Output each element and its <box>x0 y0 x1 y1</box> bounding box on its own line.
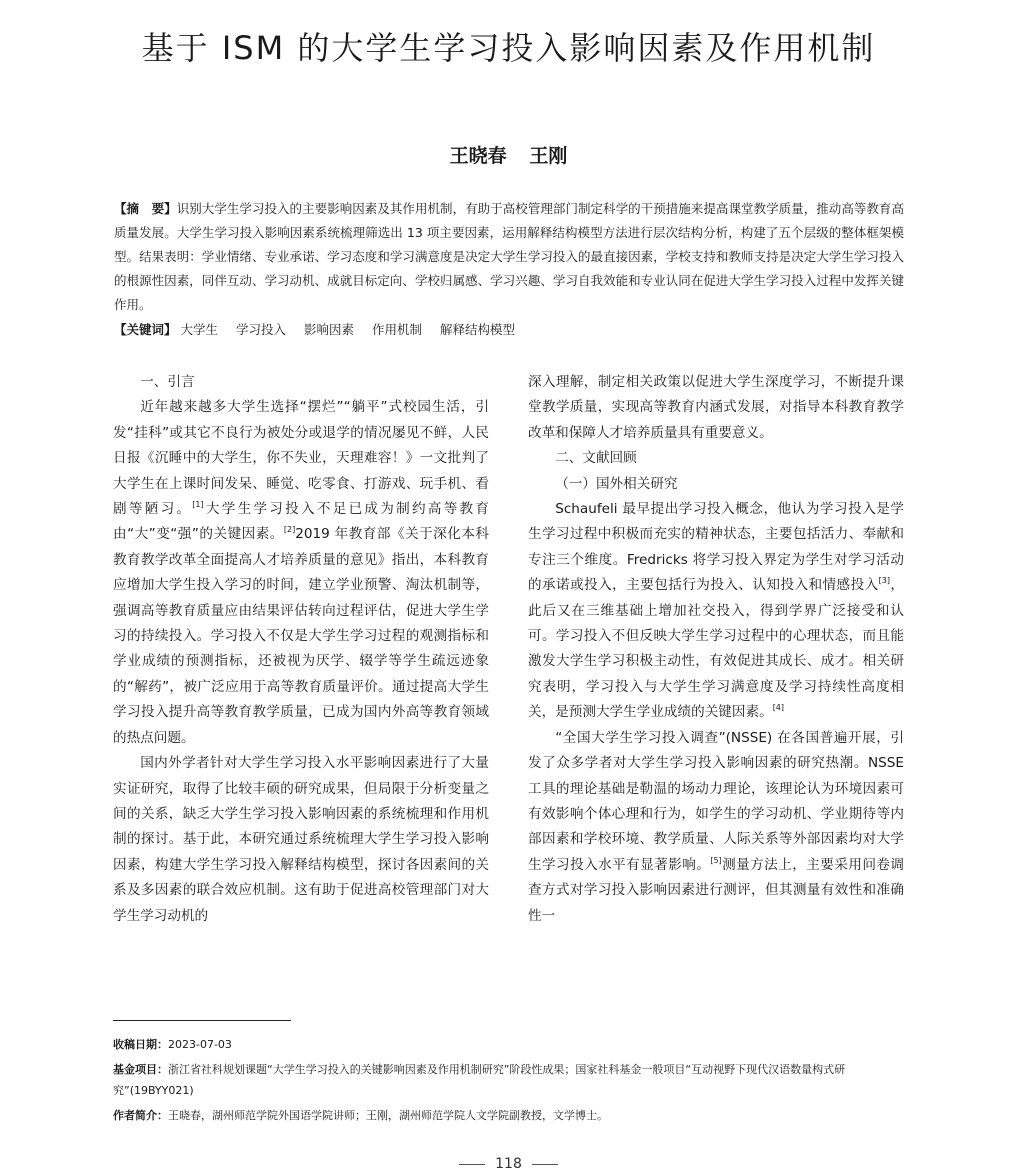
abstract-label: 【摘 要】 <box>114 201 177 216</box>
text-run: “全国大学生学习投入调查”(NSSE) 在各国普遍开展，引发了众多学者对大学生学习投入影响因素的研究热潮。NSSE 工具的理论基础是勒温的场动力理论，该理论认为环境因素可有效影响个体心理和行为，如学生的学习动机、学业期待等内部因素和学校环境、教学质量、人际关系等外部因素均对大学生学习投入水平有显著影响。 <box>528 729 904 873</box>
body-paragraph <box>528 497 904 726</box>
citation: [3] <box>878 576 890 586</box>
abstract <box>114 197 904 317</box>
citation: [2] <box>283 525 296 535</box>
text-run: 大学生学习投入不足已成为制约高等教育由“大”变“强”的关键因素。 <box>113 501 489 543</box>
text-run: ，此后又在三维基础上增加社交投入，得到学界广泛接受和认可。学习投入不但反映大学生学习过程中的心理状态，而且能激发大学生学习积极主动性，有效促进其成长、成才。相关研究表明，学习投入与大学生学习满意度及学习持续性高度相关，是预测大学生学业成绩的关键因素。 <box>528 577 904 721</box>
citation: [5] <box>710 855 722 865</box>
keyword: 大学生 <box>180 322 219 337</box>
page-number-dash <box>532 1164 558 1165</box>
subsection-heading: （一）国外相关研究 <box>555 475 678 492</box>
keyword: 解释结构模型 <box>440 322 516 337</box>
body-paragraph: 深入理解，制定相关政策以促进大学生深度学习，不断提升课堂教学质量，实现高等教育内涵式发展，对指导本科教育教学改革和保障人才培养质量具有重要意义。 <box>528 374 904 441</box>
author-bio <box>113 1105 905 1126</box>
page-number-text: 118 <box>495 1156 522 1172</box>
text-run: 近年越来越多大学生选择“摆烂”“躺平”式校园生活，引发“挂科”或其它不良行为被处分或退学的情况屡见不鲜，人民日报《沉睡中的大学生，你不失业，天理难容！》一文批判了大学生在上课时间发呆、睡觉、吃零食、打游戏、玩手机、看剧等陋习。 <box>113 399 489 518</box>
author-line <box>0 142 1017 170</box>
keywords <box>114 318 904 342</box>
author-name: 王晓春 <box>449 145 507 167</box>
text-run: Schaufeli 最早提出学习投入概念，他认为学习投入是学生学习过程中积极而充实的精神状态，主要包括活力、奉献和专注三个维度。Fredricks 将学习投入界定为学生对学习活动的承诺或投入，主要包括行为投入、认知投入和情感投入 <box>528 501 904 594</box>
left-column <box>113 370 489 1015</box>
abstract-text: 识别大学生学习投入的主要影响因素及其作用机制，有助于高校管理部门制定科学的干预措施来提高课堂教学质量，推动高等教育高质量发展。大学生学习投入影响因素系统梳理筛选出 13 项主要因素，运用解释结构模型方法进行层次结构分析，构建了五个层级的整体框架模型。结果表明：学业情绪、专业承诺、学习态度和学习满意度是决定大学生学习投入的最直接因素，学校支持和教师支持是决定大学生学习投入的根源性因素，同伴互动、学习动机、成就目标定向、学校归属感、学习兴趣、学习自我效能和专业认同在促进大学生学习投入过程中发挥关键作用。 <box>114 201 904 312</box>
page-number <box>0 1154 1017 1174</box>
body-paragraph <box>113 395 489 751</box>
footnote-text: 2023-07-03 <box>168 1038 232 1051</box>
text-run: 测量方法上，主要采用问卷调查方式对学习投入影响因素进行测评，但其测量有效性和准确性一 <box>528 856 904 924</box>
keyword: 作用机制 <box>372 322 423 337</box>
keyword: 学习投入 <box>236 322 287 337</box>
footnote-label: 作者简介： <box>113 1109 168 1122</box>
received-date <box>113 1034 905 1055</box>
section-heading: 二、文献回顾 <box>555 450 637 467</box>
footnotes <box>113 1034 905 1130</box>
section-heading: 一、引言 <box>140 374 195 390</box>
footnote-label: 基金项目： <box>113 1063 168 1076</box>
keyword: 影响因素 <box>304 322 355 337</box>
keywords-label: 【关键词】 <box>114 322 177 337</box>
body-paragraph: 国内外学者针对大学生学习投入水平影响因素进行了大量实证研究，取得了比较丰硕的研究成果，但局限于分析变量之间的关系，缺乏大学生学习投入影响因素的系统梳理和作用机制的探讨。基于此，本研究通过系统梳理大学生学习投入影响因素，构建大学生学习投入解释结构模型，探讨各因素间的关系及多因素的联合效应机制。这有助于促进高校管理部门对大学生学习动机的 <box>113 755 489 924</box>
footnote-text: 浙江省社科规划课题“大学生学习投入的关键影响因素及作用机制研究”阶段性成果；国家社科基金一般项目“互动视野下现代汉语数量构式研究”(19BYY021) <box>113 1063 846 1097</box>
citation: [1] <box>192 500 204 510</box>
citation: [4] <box>772 703 785 713</box>
page-number-dash <box>459 1164 485 1165</box>
body-paragraph <box>528 726 904 929</box>
author-name: 王刚 <box>529 145 568 167</box>
fund-info <box>113 1059 905 1101</box>
paper-title: 基于 ISM 的大学生学习投入影响因素及作用机制 <box>141 29 876 67</box>
footnote-divider <box>113 1020 291 1021</box>
text-run: 2019 年教育部《关于深化本科教育教学改革全面提高人才培养质量的意见》指出，本科教育应增加大学生投入学习的时间，建立学业预警、淘汰机制等，强调高等教育质量应由结果评估转向过程评估，促进大学生学习的持续投入。学习投入不仅是大学生学习过程的观测指标和学业成绩的预测指标，还被视为厌学、辍学等学生疏远迹象的“解药”，被广泛应用于高等教育质量评价。通过提高大学生学习投入提升高等教育教学质量，已成为国内外高等教育领域的热点问题。 <box>113 526 489 746</box>
right-column <box>528 370 904 1015</box>
footnote-text: 王晓春，湖州师范学院外国语学院讲师；王刚，湖州师范学院人文学院副教授，文学博士。 <box>168 1109 608 1122</box>
footnote-label: 收稿日期： <box>113 1038 168 1051</box>
